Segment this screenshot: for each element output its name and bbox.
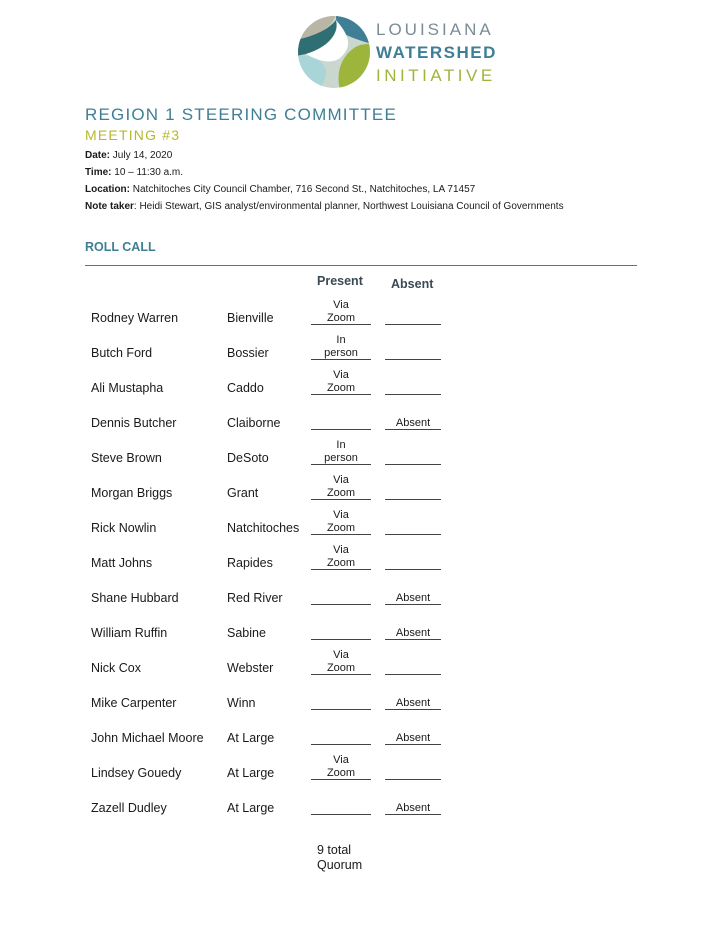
absent-cell: [385, 405, 441, 430]
member-parish: Grant: [227, 486, 259, 500]
present-cell: [311, 300, 371, 325]
roll-call-row: [0, 685, 720, 720]
present-cell: [311, 510, 371, 535]
absent-mark: Absent: [395, 591, 431, 604]
member-name: Steve Brown: [91, 451, 162, 465]
absent-cell: [385, 685, 441, 710]
roll-call-heading: ROLL CALL: [85, 240, 156, 254]
present-column-header: Present: [317, 274, 363, 288]
absent-cell: [385, 475, 441, 500]
total-summary: [317, 843, 362, 873]
page-title: REGION 1 STEERING COMMITTEE: [85, 105, 397, 124]
absent-cell: [385, 580, 441, 605]
present-method-line1: Via: [333, 754, 349, 766]
present-cell: [311, 545, 371, 570]
present-method-line2: Zoom: [326, 521, 356, 534]
meta-note-taker: [85, 201, 564, 212]
absent-mark: Absent: [395, 801, 431, 814]
note-taker-value: : Heidi Stewart, GIS analyst/environmental planner, Northwest Louisiana Council of Governments: [133, 201, 564, 212]
present-cell: [311, 685, 371, 710]
member-name: Nick Cox: [91, 661, 142, 675]
present-cell: [311, 650, 371, 675]
present-method-line2: Zoom: [326, 486, 356, 499]
roll-call-row: [0, 475, 720, 510]
logo-word-initiative: INITIATIVE: [376, 66, 496, 85]
roll-call-row: [0, 615, 720, 650]
present-method-line1: Via: [333, 474, 349, 486]
member-name: Ali Mustapha: [91, 381, 164, 395]
total-count: 9 total: [317, 843, 352, 857]
roll-call-row: [0, 335, 720, 370]
location-value: Natchitoches City Council Chamber, 716 Second St., Natchitoches, LA 71457: [130, 184, 476, 195]
roll-call-row: [0, 650, 720, 685]
roll-call-row: [0, 300, 720, 335]
member-name: Zazell Dudley: [91, 801, 167, 815]
member-parish: At Large: [227, 766, 275, 780]
absent-cell: [385, 440, 441, 465]
roll-call-row: [0, 545, 720, 580]
member-parish: Claiborne: [227, 416, 281, 430]
member-parish: At Large: [227, 731, 275, 745]
roll-call-row: [0, 440, 720, 475]
absent-column-header: Absent: [391, 277, 434, 291]
present-method-line1: Via: [333, 544, 349, 556]
location-label: Location:: [85, 184, 130, 195]
member-parish: Red River: [227, 591, 283, 605]
absent-mark: Absent: [395, 731, 431, 744]
watershed-logo-icon: [296, 14, 372, 90]
absent-cell: [385, 650, 441, 675]
present-cell: [311, 755, 371, 780]
date-label: Date:: [85, 150, 111, 161]
absent-cell: [385, 790, 441, 815]
absent-cell: [385, 300, 441, 325]
absent-cell: [385, 545, 441, 570]
member-name: Morgan Briggs: [91, 486, 173, 500]
present-method-line2: person: [324, 451, 358, 464]
present-method-line2: Zoom: [326, 661, 356, 674]
member-name: Mike Carpenter: [91, 696, 177, 710]
present-cell: [311, 475, 371, 500]
member-parish: Bossier: [227, 346, 269, 360]
present-method-line1: Via: [333, 509, 349, 521]
meeting-subtitle: MEETING #3: [85, 127, 181, 143]
absent-mark: Absent: [395, 696, 431, 709]
present-method-line2: Zoom: [326, 766, 356, 779]
absent-cell: [385, 335, 441, 360]
member-parish: Natchitoches: [227, 521, 300, 535]
absent-cell: [385, 755, 441, 780]
present-cell: [311, 615, 371, 640]
roll-call-row: [0, 510, 720, 545]
absent-cell: [385, 615, 441, 640]
roll-call-row: [0, 720, 720, 755]
member-name: John Michael Moore: [91, 731, 204, 745]
meta-location: [85, 184, 475, 195]
present-method-line1: Via: [333, 649, 349, 661]
meta-time: [85, 167, 183, 178]
member-name: Rodney Warren: [91, 311, 179, 325]
present-method-line2: person: [324, 346, 358, 359]
present-cell: [311, 335, 371, 360]
roll-call-row: [0, 580, 720, 615]
roll-call-row: [0, 755, 720, 790]
date-value: July 14, 2020: [110, 150, 173, 161]
roll-call-row: [0, 790, 720, 825]
present-method-line1: Via: [333, 369, 349, 381]
meta-date: [85, 150, 172, 161]
member-name: Shane Hubbard: [91, 591, 179, 605]
absent-mark: Absent: [395, 626, 431, 639]
roll-call-row: [0, 405, 720, 440]
logo-word-watershed: WATERSHED: [376, 43, 497, 62]
absent-cell: [385, 370, 441, 395]
logo: [296, 14, 496, 90]
roll-call-row: [0, 370, 720, 405]
member-parish: Rapides: [227, 556, 273, 570]
present-cell: [311, 440, 371, 465]
absent-cell: [385, 510, 441, 535]
member-name: Lindsey Gouedy: [91, 766, 182, 780]
present-method-line1: In: [336, 439, 346, 451]
note-taker-label: Note taker: [85, 201, 134, 212]
section-divider: [85, 265, 637, 266]
member-parish: Winn: [227, 696, 256, 710]
present-method-line2: Zoom: [326, 556, 356, 569]
member-parish: DeSoto: [227, 451, 269, 465]
member-name: Rick Nowlin: [91, 521, 157, 535]
absent-mark: Absent: [395, 416, 431, 429]
member-parish: Bienville: [227, 311, 274, 325]
present-method-line1: Via: [333, 299, 349, 311]
member-name: Butch Ford: [91, 346, 153, 360]
logo-word-louisiana: LOUISIANA: [376, 20, 494, 39]
present-cell: [311, 720, 371, 745]
present-cell: [311, 405, 371, 430]
member-name: Matt Johns: [91, 556, 153, 570]
present-cell: [311, 580, 371, 605]
member-name: William Ruffin: [91, 626, 168, 640]
member-parish: At Large: [227, 801, 275, 815]
absent-cell: [385, 720, 441, 745]
member-parish: Sabine: [227, 626, 266, 640]
present-cell: [311, 370, 371, 395]
present-cell: [311, 790, 371, 815]
member-parish: Caddo: [227, 381, 264, 395]
present-method-line2: Zoom: [326, 381, 356, 394]
present-method-line2: Zoom: [326, 311, 356, 324]
quorum-label: Quorum: [317, 858, 363, 872]
member-parish: Webster: [227, 661, 274, 675]
member-name: Dennis Butcher: [91, 416, 177, 430]
time-label: Time:: [85, 167, 112, 178]
time-value: 10 – 11:30 a.m.: [111, 167, 184, 178]
present-method-line1: In: [336, 334, 346, 346]
